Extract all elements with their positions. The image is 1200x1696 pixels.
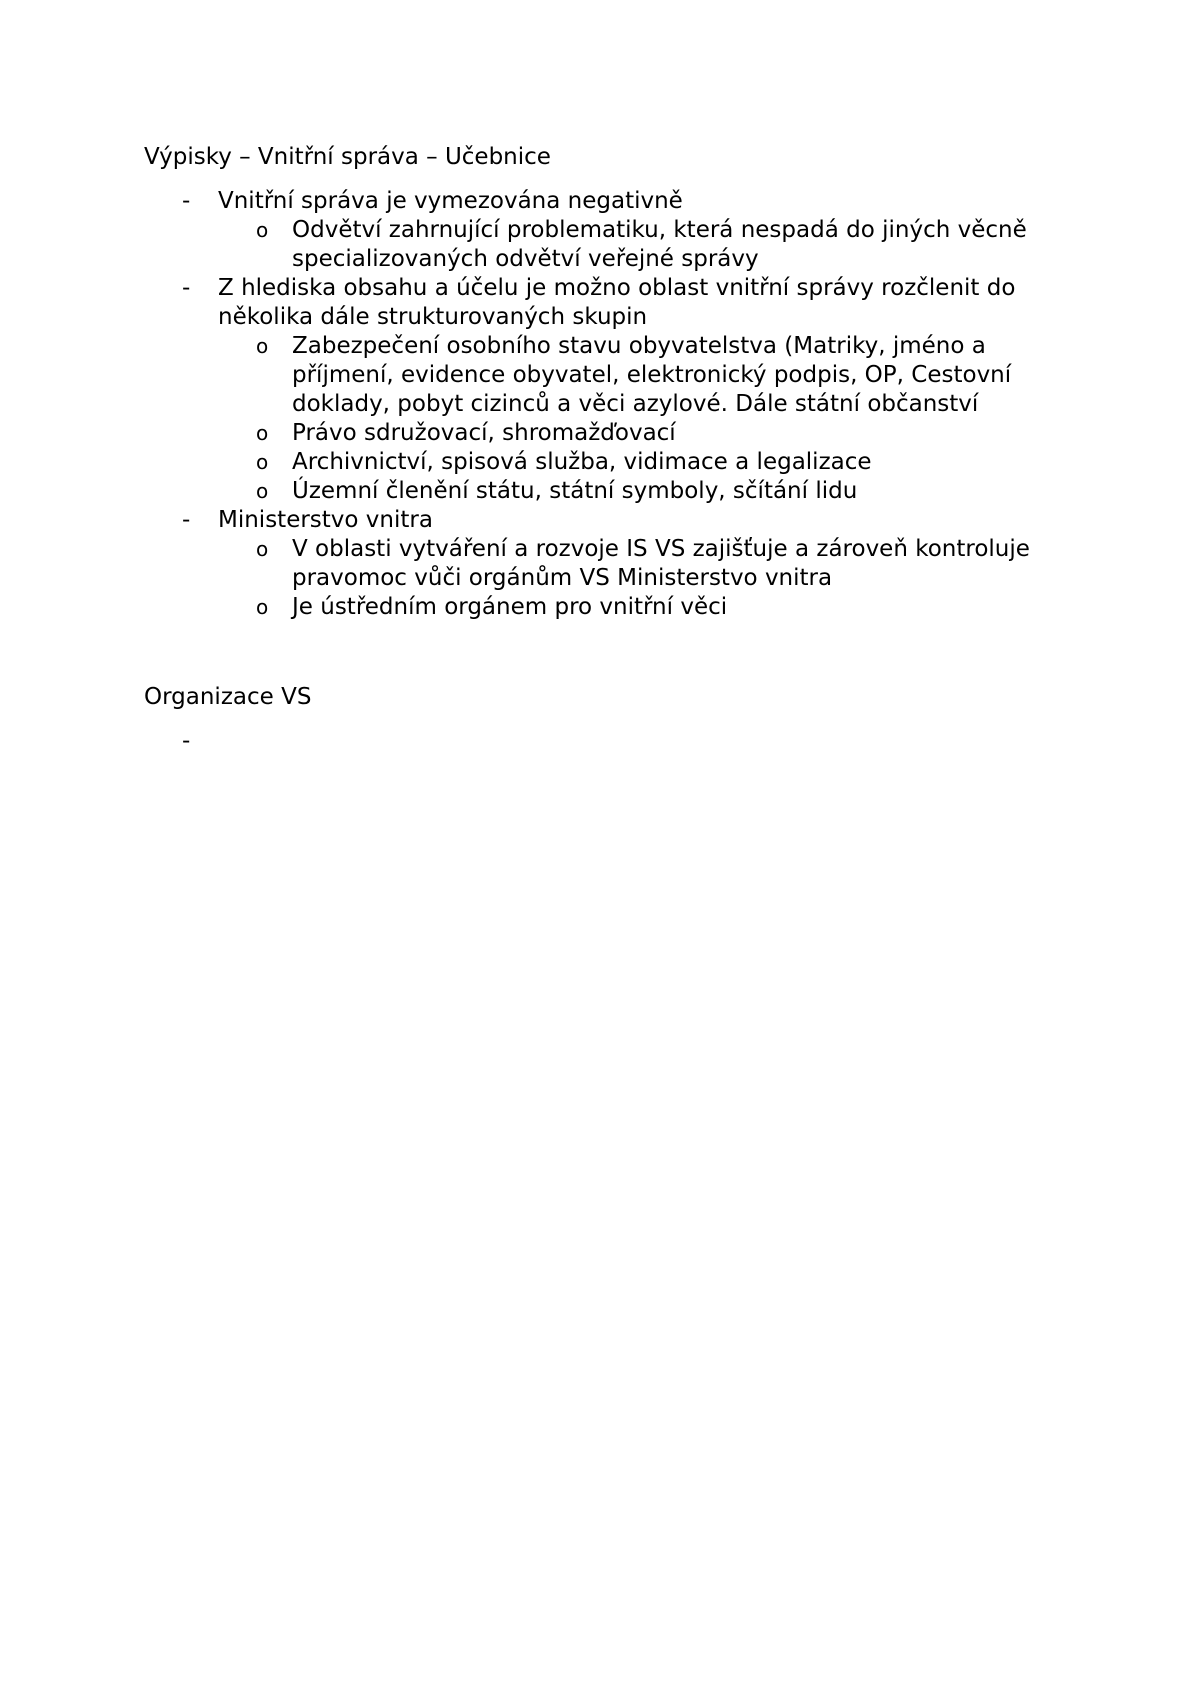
list-item [144, 187, 1084, 274]
sub-list-item-text: Právo sdružovací, shromažďovací [292, 420, 676, 446]
list-item-text: Vnitřní správa je vymezována negativně [218, 188, 683, 214]
dash-bullet: - [182, 188, 191, 214]
circle-bullet: o [256, 450, 269, 474]
sub-list-item-text: Odvětví zahrnující problematiku, která nespadá do jiných věcně specializovaných odvětví veřejné správy [292, 217, 1027, 272]
list-item [144, 274, 1084, 506]
circle-bullet: o [256, 595, 269, 619]
sub-list-item [218, 448, 1084, 477]
document-title: Výpisky – Vnitřní správa – Učebnice [144, 144, 551, 170]
list-item [144, 506, 1084, 622]
sub-bullet-list [218, 332, 1084, 506]
second-bullet-list [144, 727, 1084, 756]
circle-bullet: o [256, 218, 269, 242]
dash-bullet: - [182, 728, 191, 754]
sub-list-item [218, 216, 1084, 274]
main-bullet-list [144, 187, 1084, 622]
sub-list-item [218, 332, 1084, 419]
sub-list-item [218, 593, 1084, 622]
list-item-text: Ministerstvo vnitra [218, 507, 433, 533]
sub-list-item-text: Územní členění státu, státní symboly, sčítání lidu [292, 478, 858, 504]
sub-list-item-text: Je ústředním orgánem pro vnitřní věci [292, 594, 728, 620]
sub-list-item [218, 535, 1084, 593]
circle-bullet: o [256, 479, 269, 503]
dash-bullet: - [182, 507, 191, 533]
sub-list-item-text: V oblasti vytváření a rozvoje IS VS zajišťuje a zároveň kontroluje pravomoc vůči orgánům VS Ministerstvo vnitra [292, 536, 1030, 591]
sub-bullet-list [218, 216, 1084, 274]
circle-bullet: o [256, 334, 269, 358]
sub-bullet-list [218, 535, 1084, 622]
sub-list-item-text: Archivnictví, spisová služba, vidimace a legalizace [292, 449, 872, 475]
list-item-text: Z hlediska obsahu a účelu je možno oblast vnitřní správy rozčlenit do několika dále strukturovaných skupin [218, 275, 1016, 330]
list-item-text [218, 727, 1084, 756]
dash-bullet: - [182, 275, 191, 301]
circle-bullet: o [256, 537, 269, 561]
sub-list-item [218, 477, 1084, 506]
section-heading: Organizace VS [144, 684, 312, 710]
sub-list-item [218, 419, 1084, 448]
circle-bullet: o [256, 421, 269, 445]
list-item [144, 727, 1084, 756]
sub-list-item-text: Zabezpečení osobního stavu obyvatelstva (Matriky, jméno a příjmení, evidence obyvatel, elektronický podpis, OP, Cestovní doklady, pobyt cizinců a věci azylové. Dále státní občanství [292, 333, 1012, 417]
